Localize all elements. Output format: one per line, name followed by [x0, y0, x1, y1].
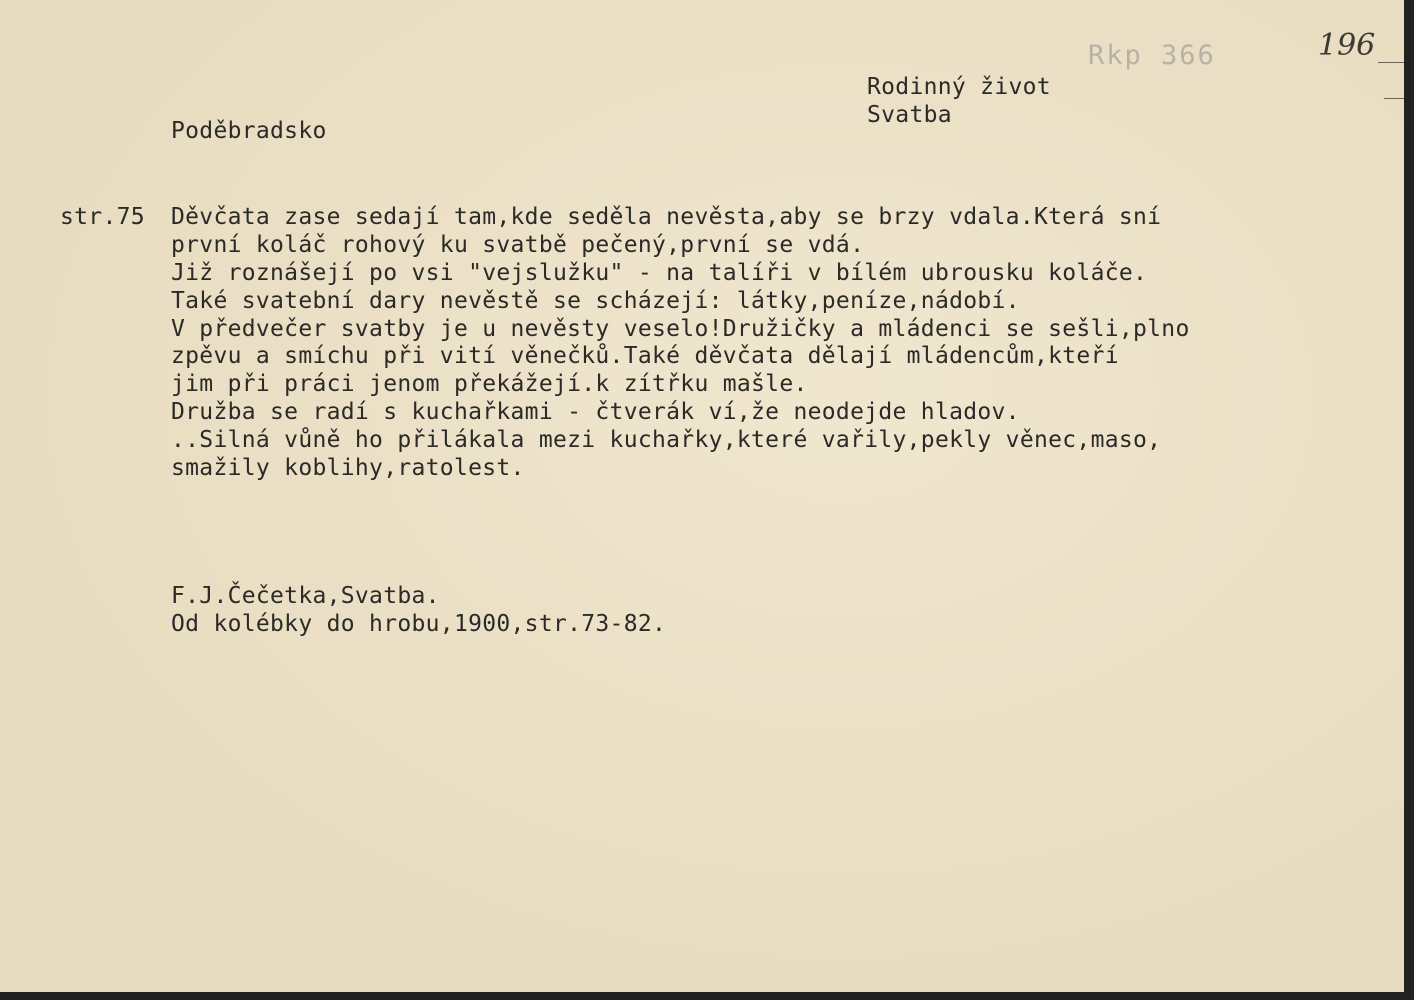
body-line: smažily koblihy,ratolest.	[171, 455, 525, 481]
body-line: zpěvu a smíchu při vití věnečků.Také děvčata dělají mládencům,kteří	[171, 343, 1119, 369]
body-line: ..Silná vůně ho přilákala mezi kuchařky,které vařily,pekly věnec,maso,	[171, 427, 1162, 453]
margin-tick	[1384, 98, 1404, 99]
margin-tick	[1378, 62, 1404, 63]
category-label: Rodinný život	[867, 74, 1051, 100]
body-line: první koláč rohový ku svatbě pečený,první se vdá.	[171, 232, 865, 258]
source-publication: Od kolébky do hrobu,1900,str.73-82.	[171, 611, 667, 637]
body-line: Již roznášejí po vsi "vejslužku" - na talíři v bílém ubrousku koláče.	[171, 260, 1148, 286]
body-line: jim při práci jenom překážejí.k zítřku mašle.	[171, 371, 808, 397]
body-line: Družba se radí s kuchařkami - čtverák ví,že neodejde hladov.	[171, 399, 1020, 425]
page-reference: str.75	[60, 204, 145, 230]
handwritten-page-number: 196	[1318, 28, 1376, 63]
body-line: Také svatební dary nevěstě se scházejí: látky,peníze,nádobí.	[171, 288, 1020, 314]
body-line: V předvečer svatby je u nevěsty veselo!Družičky a mládenci se sešli,plno	[171, 316, 1190, 342]
subcategory-label: Svatba	[867, 102, 952, 128]
body-line: Děvčata zase sedají tam,kde seděla nevěsta,aby se brzy vdala.Která sní	[171, 204, 1162, 230]
source-author-title: F.J.Čečetka,Svatba.	[171, 583, 440, 609]
archive-stamp: Rkp 366	[1088, 40, 1216, 71]
region-label: Poděbradsko	[171, 118, 327, 144]
scan-border	[1404, 0, 1414, 1000]
scan-border	[0, 992, 1414, 1000]
